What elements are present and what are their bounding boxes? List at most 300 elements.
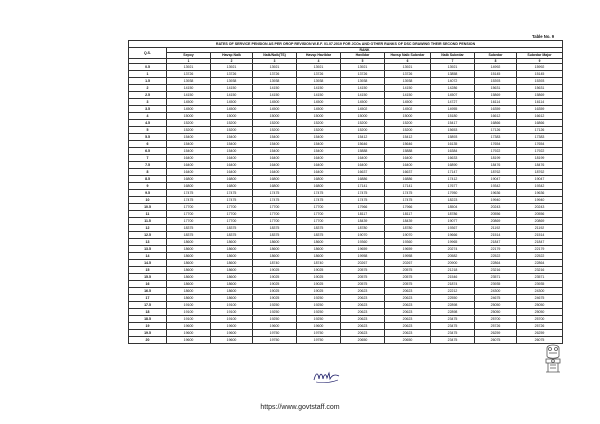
pension-cell: 17126 [475,127,517,134]
column-header: Havildar [341,53,385,59]
pension-cell: 19600 [211,323,253,330]
pension-cell: 19070 [385,232,431,239]
pension-cell: 21546 [431,274,475,281]
pension-cell: 16866 [517,120,563,127]
qualifying-service-cell: 18 [129,309,167,316]
pension-cell: 17475 [385,190,431,197]
qualifying-service-cell: 8 [129,169,167,176]
pension-cell: 20274 [431,246,475,253]
pension-cell: 20623 [385,288,431,295]
table-row [129,253,563,260]
pension-cell: 20267 [385,260,431,267]
pension-cell: 18600 [211,295,253,302]
pension-cell: 14286 [431,85,475,92]
table-row [129,141,563,148]
pension-cell: 18762 [475,169,517,176]
qualifying-service-cell: 15 [129,267,167,274]
pension-cell: 23216 [475,267,517,274]
pension-cell: 13921 [431,64,475,71]
pension-cell: 13921 [385,64,431,71]
column-number: 5 [341,59,385,64]
pension-cell: 17700 [167,211,211,218]
column-number: 1 [167,59,211,64]
pension-cell: 24300 [475,288,517,295]
pension-cell: 17475 [211,197,253,204]
pension-cell: 17475 [297,190,341,197]
table-row [129,92,563,99]
pension-cell: 22864 [475,260,517,267]
table-row [129,246,563,253]
pension-cell: 20623 [385,316,431,323]
pension-cell: 15393 [475,78,517,85]
pension-cell: 19600 [167,330,211,337]
pension-cell: 14150 [167,92,211,99]
table-row [129,211,563,218]
qualifying-service-cell: 4.5 [129,120,167,127]
pension-cell: 15646 [385,141,431,148]
pension-cell: 16400 [297,155,341,162]
pension-cell: 16400 [253,155,297,162]
pension-cell: 23216 [517,267,563,274]
column-header: Naik/Naik(TS) [253,53,297,59]
pension-cell: 15400 [211,148,253,155]
pension-cell: 16400 [211,162,253,169]
pension-cell: 14500 [211,99,253,106]
pension-cell: 16400 [167,155,211,162]
pension-cell: 16800 [211,176,253,183]
pension-cell: 15200 [211,127,253,134]
pension-cell: 25700 [517,316,563,323]
pension-cell: 15631 [475,85,517,92]
table-row [129,155,563,162]
pension-cell: 19750 [297,337,341,344]
pension-cell: 22522 [475,253,517,260]
pension-cell: 13938 [253,78,297,85]
pension-cell: 15412 [341,134,385,141]
qualifying-service-cell: 13.5 [129,246,167,253]
pension-cell: 18600 [211,274,253,281]
pension-cell: 13938 [297,78,341,85]
pension-cell: 18375 [167,225,211,232]
pension-cell: 19070 [341,232,385,239]
pension-cell: 18600 [167,281,211,288]
pension-cell: 18600 [167,295,211,302]
pension-cell: 18375 [211,225,253,232]
pension-cell: 16800 [167,176,211,183]
pension-cell: 16400 [253,162,297,169]
pension-cell: 13726 [297,71,341,78]
pension-cell: 15000 [385,113,431,120]
pension-cell: 18600 [167,246,211,253]
pension-cell: 16800 [167,183,211,190]
pension-cell: 14150 [297,85,341,92]
pension-cell: 22522 [517,253,563,260]
table-row [129,176,563,183]
pension-cell: 15631 [517,85,563,92]
pension-cell: 20650 [341,337,385,344]
pension-cell: 16359 [517,106,563,113]
pension-cell: 16400 [253,169,297,176]
table-row [129,295,563,302]
column-number: 7 [431,59,475,64]
qualifying-service-cell: 17 [129,295,167,302]
pension-table [128,40,563,344]
pension-cell: 15888 [341,148,385,155]
pension-cell: 20623 [385,323,431,330]
pension-cell: 18199 [475,155,517,162]
pension-cell: 18439 [341,218,385,225]
pension-cell: 19025 [253,267,297,274]
pension-cell: 16400 [341,162,385,169]
pension-cell: 15400 [253,148,297,155]
pension-cell: 18600 [167,260,211,267]
pension-cell: 19250 [297,295,341,302]
pension-cell: 21847 [517,239,563,246]
pension-cell: 24675 [475,295,517,302]
table-row [129,302,563,309]
pension-cell: 20243 [475,204,517,211]
pension-cell: 14150 [297,92,341,99]
pension-cell: 25050 [517,309,563,316]
table-number: Table No. 9 [532,34,555,39]
footer-url[interactable]: https://www.govtstaff.com [260,404,340,411]
pension-cell: 17922 [475,148,517,155]
qualifying-service-cell: 10.5 [129,204,167,211]
qualifying-service-cell: 19.5 [129,330,167,337]
qualifying-service-cell: 3 [129,99,167,106]
pension-cell: 19250 [253,302,297,309]
column-header-qs: Q.S. [129,48,167,59]
pension-cell: 15400 [297,141,341,148]
pension-cell: 19025 [253,281,297,288]
pension-cell: 18600 [253,246,297,253]
pension-cell: 15400 [297,134,341,141]
pension-cell: 18375 [211,232,253,239]
pension-cell: 17147 [431,169,475,176]
column-header: Havsp Naik [211,53,253,59]
pension-cell: 26259 [475,330,517,337]
pension-cell: 18476 [475,162,517,169]
pension-cell: 17677 [431,183,475,190]
pension-cell: 25700 [475,316,517,323]
pension-cell: 15000 [211,113,253,120]
pension-cell: 17475 [211,190,253,197]
column-number: 6 [385,59,431,64]
pension-cell: 15145 [475,71,517,78]
pension-cell: 15893 [431,134,475,141]
pension-cell: 18375 [253,232,297,239]
pension-cell: 19600 [211,330,253,337]
table-row [129,64,563,71]
pension-cell: 17700 [167,204,211,211]
pension-cell: 19750 [253,337,297,344]
pension-cell: 19025 [297,267,341,274]
pension-cell: 18600 [211,267,253,274]
table-row [129,316,563,323]
pension-cell: 22898 [431,302,475,309]
pension-cell: 19940 [517,197,563,204]
pension-cell: 19600 [167,337,211,344]
pension-cell: 23475 [431,330,475,337]
pension-cell: 18600 [167,288,211,295]
pension-cell: 19047 [517,176,563,183]
pension-cell: 23475 [431,323,475,330]
pension-cell: 18600 [211,288,253,295]
pension-cell: 17126 [517,127,563,134]
pension-cell: 15412 [385,134,431,141]
pension-cell: 15653 [431,127,475,134]
pension-cell: 18600 [211,260,253,267]
pension-cell: 17700 [211,204,253,211]
pension-cell: 25050 [517,302,563,309]
pension-cell: 19047 [475,176,517,183]
column-number: 8 [475,59,517,64]
pension-cell: 20900 [431,260,475,267]
pension-cell: 15200 [385,120,431,127]
pension-cell: 20623 [341,323,385,330]
table-row [129,337,563,344]
pension-cell: 19958 [341,253,385,260]
qualifying-service-cell: 9.5 [129,190,167,197]
pension-cell: 18600 [167,267,211,274]
pension-cell: 20575 [385,281,431,288]
qualifying-service-cell: 5 [129,127,167,134]
pension-cell: 13858 [431,71,475,78]
pension-cell: 19250 [253,316,297,323]
column-header: Sepoy [167,53,211,59]
qualifying-service-cell: 16.5 [129,288,167,295]
pension-cell: 18762 [517,169,563,176]
pension-cell: 16800 [253,183,297,190]
column-number: 9 [517,59,563,64]
pension-cell: 17700 [297,211,341,218]
pension-cell: 14500 [341,99,385,106]
pension-cell: 19342 [517,183,563,190]
qualifying-service-cell: 11 [129,211,167,218]
table-row [129,190,563,197]
pension-cell: 18600 [211,239,253,246]
pension-cell: 19250 [297,302,341,309]
pension-cell: 19360 [341,239,385,246]
pension-cell: 20575 [341,267,385,274]
pension-cell: 16400 [167,162,211,169]
table-row [129,204,563,211]
qualifying-service-cell: 8.5 [129,176,167,183]
table-row [129,183,563,190]
table-row [129,78,563,85]
pension-cell: 14500 [167,99,211,106]
pension-cell: 14150 [341,92,385,99]
pension-cell: 18375 [297,225,341,232]
pension-cell: 22898 [431,309,475,316]
pension-cell: 17475 [167,197,211,204]
pension-cell: 20869 [475,218,517,225]
pension-cell: 18600 [297,253,341,260]
pension-cell: 14150 [211,92,253,99]
pension-cell: 24300 [517,288,563,295]
pension-cell: 19100 [211,309,253,316]
pension-cell: 23475 [431,316,475,323]
table-title: RATES OF SERVICE PENSION AS PER OROP REVISION W.E.F. 01.07.2019 FOR JCOs AND OTHER RANKS OF DSC DRAWING THEIR SECOND PENSION [129,41,563,48]
pension-cell: 19600 [211,337,253,344]
pension-cell: 17700 [253,204,297,211]
qualifying-service-cell: 16 [129,281,167,288]
pension-cell: 18600 [167,253,211,260]
pension-cell: 18223 [431,197,475,204]
pension-cell: 15646 [341,141,385,148]
pension-cell: 22212 [431,288,475,295]
pension-cell: 16612 [517,113,563,120]
pension-cell: 16800 [297,183,341,190]
pension-cell: 20243 [517,204,563,211]
pension-cell: 20582 [431,253,475,260]
pension-cell: 20623 [341,288,385,295]
pension-cell: 16400 [385,155,431,162]
pension-cell: 13938 [341,78,385,85]
pension-cell: 16400 [297,169,341,176]
table-row [129,309,563,316]
pension-cell: 20623 [385,302,431,309]
qualifying-service-cell: 6.5 [129,148,167,155]
pension-cell: 24675 [517,295,563,302]
pension-cell: 18600 [253,239,297,246]
pension-cell: 19659 [385,246,431,253]
table-row [129,71,563,78]
pension-cell: 16800 [253,176,297,183]
pension-cell: 13921 [211,64,253,71]
table-row [129,99,563,106]
pension-cell: 20623 [341,316,385,323]
table-row [129,85,563,92]
pension-cell: 13938 [211,78,253,85]
pension-cell: 18375 [297,232,341,239]
pension-cell: 18117 [341,211,385,218]
pension-cell: 16400 [211,169,253,176]
pension-cell: 14727 [431,99,475,106]
pension-cell: 20575 [341,274,385,281]
pension-cell: 17383 [517,134,563,141]
qualifying-service-cell: 2.5 [129,92,167,99]
pension-cell: 20623 [341,330,385,337]
table-row [129,267,563,274]
qualifying-service-cell: 5.5 [129,134,167,141]
pension-cell: 14955 [431,106,475,113]
pension-cell: 14150 [385,92,431,99]
pension-cell: 18786 [431,211,475,218]
pension-cell: 13921 [341,64,385,71]
pension-cell: 18780 [341,225,385,232]
pension-cell: 15393 [517,78,563,85]
column-header: Naib Subedar [431,53,475,59]
pension-cell: 15400 [297,148,341,155]
pension-cell: 15200 [385,127,431,134]
pension-cell: 15200 [253,127,297,134]
pension-cell: 16400 [167,169,211,176]
pension-cell: 14500 [253,99,297,106]
table-row [129,162,563,169]
pension-cell: 17966 [341,204,385,211]
pension-cell: 15000 [253,113,297,120]
column-header: Havsp Havildar [297,53,341,59]
qualifying-service-cell: 14 [129,253,167,260]
pension-cell: 19250 [253,309,297,316]
pension-cell: 19025 [297,288,341,295]
qualifying-service-cell: 17.5 [129,302,167,309]
pension-cell: 17922 [517,148,563,155]
pension-cell: 16866 [475,120,517,127]
pension-cell: 17383 [475,134,517,141]
pension-cell: 13726 [341,71,385,78]
table-row [129,288,563,295]
pension-cell: 15000 [341,113,385,120]
pension-cell: 20556 [475,211,517,218]
pension-table-container [128,40,562,344]
pension-cell: 25726 [475,323,517,330]
qualifying-service-cell: 15.5 [129,274,167,281]
qualifying-service-cell: 9 [129,183,167,190]
pension-cell: 13726 [211,71,253,78]
pension-cell: 23475 [431,337,475,344]
pension-cell: 13938 [385,78,431,85]
pension-cell: 16890 [431,162,475,169]
pension-cell: 19636 [517,190,563,197]
pension-cell: 14500 [385,99,431,106]
pension-cell: 16400 [385,162,431,169]
pension-cell: 25726 [517,323,563,330]
pension-cell: 22550 [431,295,475,302]
table-row [129,106,563,113]
pension-cell: 14500 [297,99,341,106]
table-row [129,330,563,337]
table-row [129,274,563,281]
pension-cell: 20556 [517,211,563,218]
pension-cell: 13921 [253,64,297,71]
pension-cell: 14150 [341,85,385,92]
pension-cell: 25050 [475,309,517,316]
pension-cell: 17475 [167,190,211,197]
pension-cell: 14150 [385,85,431,92]
pension-cell: 19025 [253,288,297,295]
qualifying-service-cell: 14.5 [129,260,167,267]
pension-cell: 19025 [253,295,297,302]
table-row [129,134,563,141]
qualifying-service-cell: 13 [129,239,167,246]
pension-cell: 22179 [475,246,517,253]
pension-cell: 13726 [253,71,297,78]
table-row [129,225,563,232]
table-row [129,239,563,246]
pension-cell: 16886 [341,176,385,183]
pension-cell: 17475 [385,197,431,204]
national-emblem-icon [540,342,566,376]
table-row [129,127,563,134]
pension-cell: 18780 [385,225,431,232]
pension-cell: 26075 [517,337,563,344]
pension-cell: 19965 [431,239,475,246]
pension-cell: 19100 [167,316,211,323]
pension-cell: 21514 [475,232,517,239]
qualifying-service-cell: 3.5 [129,106,167,113]
pension-cell: 19100 [167,309,211,316]
pension-cell: 17141 [341,183,385,190]
pension-cell: 16400 [211,155,253,162]
pension-cell: 19025 [297,281,341,288]
pension-cell: 13726 [385,71,431,78]
qualifying-service-cell: 12 [129,225,167,232]
column-number: 3 [253,59,297,64]
pension-cell: 15400 [167,141,211,148]
pension-cell: 20623 [385,330,431,337]
